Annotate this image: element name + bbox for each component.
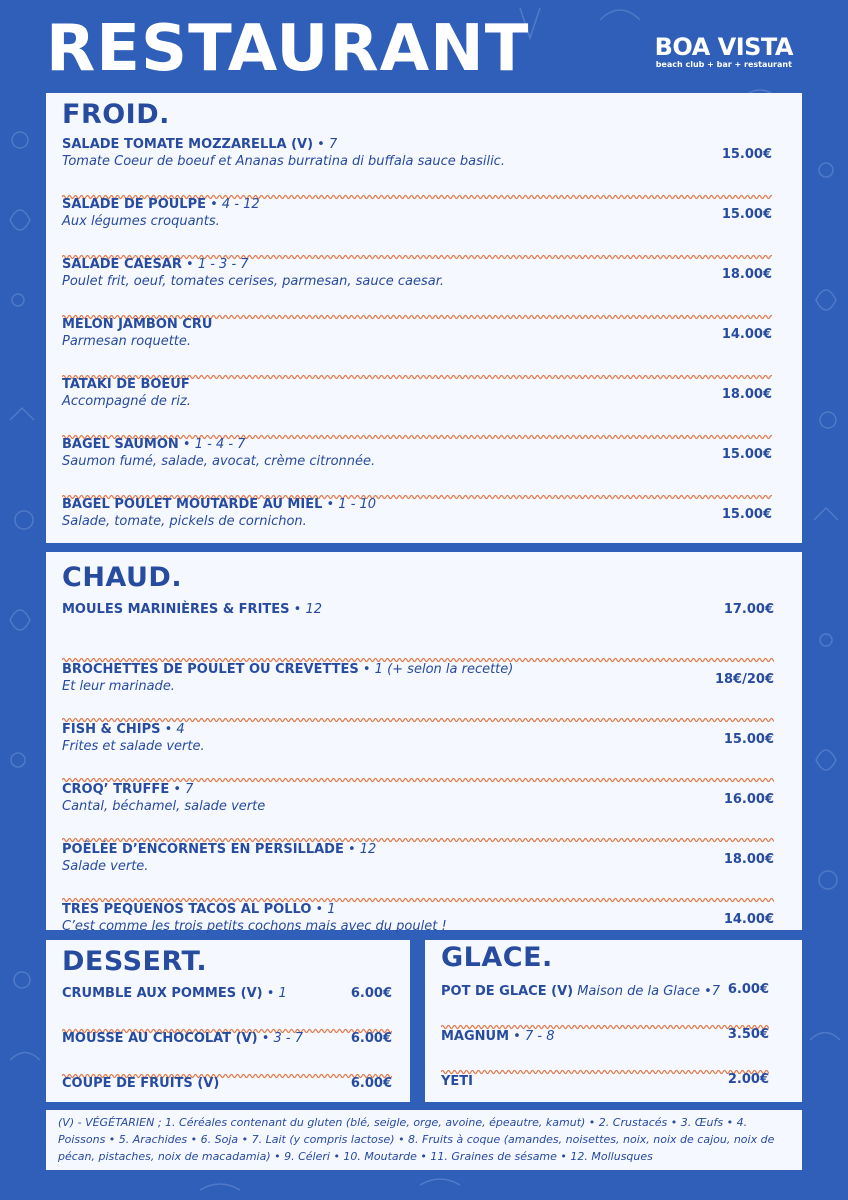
menu-item-title: YETI [441,1074,473,1089]
menu-item-title: TATAKI DE BOEUF [62,377,190,392]
menu-item-title: TRES PEQUENOS TACOS AL POLLO [62,902,312,917]
menu-item-name [62,986,287,1001]
menu-item-price: 18.00€ [723,852,774,867]
menu-item-price: 18€/20€ [714,672,774,687]
section-title-froid: FROID. [62,99,170,130]
wavy-separator [62,1019,392,1025]
menu-item-allergens: • 12 [289,602,323,617]
menu-item [441,1027,769,1072]
menu-item-name [62,722,185,737]
wavy-separator [62,425,772,431]
menu-item-price: 6.00€ [350,1076,392,1091]
menu-item-name [62,317,212,332]
footnote-line-3: pécan, pistaches, noix de macadamia) • 9. Céleri • 10. Moutarde • 11. Graines de sésame • 12. Mollusques [58,1150,653,1163]
wavy-separator [62,1064,392,1070]
menu-item-title: FISH & CHIPS [62,722,161,737]
menu-item-description: Aux légumes croquants. [62,214,220,229]
menu-item-price: 2.00€ [727,1072,769,1087]
menu-item-title: MOULES MARINIÈRES & FRITES [62,602,290,617]
menu-item-price: 15.00€ [721,147,772,162]
menu-item-price: 6.00€ [727,982,769,997]
menu-item [62,437,772,497]
menu-item-allergens: • 7 [169,782,194,797]
froid-panel [46,93,802,543]
menu-item-name [62,197,260,212]
menu-item-description: C’est comme les trois petits cochons mais avec du poulet ! [62,919,447,934]
menu-item-price: 18.00€ [721,267,772,282]
section-title-chaud: CHAUD. [62,562,183,593]
wavy-separator [62,648,774,654]
menu-item-name [62,257,249,272]
menu-item-price: 14.00€ [723,912,774,927]
menu-item-description: Parmesan roquette. [62,334,192,349]
wavy-separator [62,185,772,191]
menu-item [62,600,774,660]
menu-item-title: POT DE GLACE (V) [441,984,574,999]
menu-item-price: 3.50€ [727,1027,769,1042]
menu-item-title: MELON JAMBON CRU [62,317,213,332]
menu-item-price: 15.00€ [721,207,772,222]
menu-item [441,982,769,1027]
menu-item-allergens: • 4 [160,722,185,737]
dessert-panel [46,940,410,1102]
menu-item-name [62,1076,219,1091]
menu-item [62,257,772,317]
menu-item [62,780,774,840]
menu-item-price: 15.00€ [721,507,772,522]
brand-tagline: beach club + bar + restaurant [655,60,792,69]
menu-item-description: Poulet frit, oeuf, tomates cerises, parmesan, sauce caesar. [62,274,445,289]
menu-item-price: 18.00€ [721,387,772,402]
menu-item-allergens: • 1 [311,902,336,917]
menu-item-name [62,437,245,452]
menu-item-title: CRUMBLE AUX POMMES (V) [62,986,263,1001]
menu-item-name [62,902,336,917]
menu-item-allergens: • 7 - 8 [509,1029,555,1044]
menu-item-description: Et leur marinade. [62,679,175,694]
menu-item-title: BROCHETTES DE POULET OU CREVETTES [62,662,359,677]
footnote-line-1: (V) - VÉGÉTARIEN ; 1. Céréales contenant du gluten (blé, seigle, orge, avoine, épeautre, kamut) • 2. Crustacés • 3. Œufs • 4. [58,1116,748,1129]
menu-item [62,377,772,437]
wavy-separator [441,1060,769,1066]
menu-item-price: 6.00€ [350,1031,392,1046]
menu-item-allergens: • 12 [343,842,377,857]
glace-panel [425,940,802,1102]
menu-item-title: SALADE TOMATE MOZZARELLA (V) [62,137,314,152]
allergen-footnote [46,1110,802,1170]
menu-item [62,1031,392,1076]
menu-item-price: 15.00€ [721,447,772,462]
wavy-separator [62,305,772,311]
menu-item-title: CROQ’ TRUFFE [62,782,170,797]
section-title-glace: GLACE. [441,942,553,973]
menu-item-description: Salade verte. [62,859,149,874]
menu-item-allergens: Maison de la Glace •7 [573,984,721,999]
menu-item-name [62,842,376,857]
menu-item-name [62,497,376,512]
menu-item-allergens: • 1 - 3 - 7 [181,257,249,272]
menu-item-title: BAGEL POULET MOUTARDE AU MIEL [62,497,323,512]
menu-item [62,840,774,900]
page-title: RESTAURANT [46,12,530,86]
menu-item-name [62,602,322,617]
menu-item-price: 17.00€ [723,602,774,617]
menu-item [62,660,774,720]
menu-item [62,720,774,780]
menu-item-name [441,984,720,999]
menu-item [62,986,392,1031]
menu-item-price: 6.00€ [350,986,392,1001]
menu-item-description: Frites et salade verte. [62,739,205,754]
menu-item-name [62,377,190,392]
menu-item-title: BAGEL SAUMON [62,437,179,452]
brand-name: BOA VISTA [654,33,793,61]
footnote-line-2: Poissons • 5. Arachides • 6. Soja • 7. Lait (y compris lactose) • 8. Fruits à coque (amandes, noisettes, noix, noix de cajou, noix de [58,1133,775,1146]
wavy-separator [62,365,772,371]
menu-item-description: Saumon fumé, salade, avocat, crème citronnée. [62,454,376,469]
menu-item [62,317,772,377]
chaud-panel [46,552,802,934]
wavy-separator [62,888,774,894]
menu-item-price: 16.00€ [723,792,774,807]
menu-item-name [62,1031,303,1046]
wavy-separator [441,1015,769,1021]
menu-item-title: SALADE CAESAR [62,257,182,272]
wavy-separator [62,708,774,714]
wavy-separator [62,768,774,774]
menu-item [62,137,772,197]
menu-item-allergens: • 4 - 12 [206,197,260,212]
menu-item-price: 15.00€ [723,732,774,747]
menu-item-allergens: • 7 [313,137,338,152]
menu-item-allergens: • 1 [262,986,287,1001]
menu-item-name [62,662,513,677]
menu-item-title: MAGNUM [441,1029,510,1044]
menu-item-description: Tomate Coeur de boeuf et Ananas burratina di buffala sauce basilic. [62,154,505,169]
menu-item-title: MOUSSE AU CHOCOLAT (V) [62,1031,258,1046]
menu-item-name [441,1074,473,1089]
section-title-dessert: DESSERT. [62,946,208,977]
menu-item-description: Salade, tomate, pickels de cornichon. [62,514,307,529]
menu-item-title: SALADE DE POULPE [62,197,206,212]
menu-item-allergens: • 3 - 7 [257,1031,304,1046]
menu-item-description: Accompagné de riz. [62,394,191,409]
menu-item [62,197,772,257]
menu-item-allergens: • 1 - 10 [322,497,377,512]
wavy-separator [62,245,772,251]
menu-item-allergens: • 1 (+ selon la recette) [358,662,514,677]
menu-item-name [62,137,337,152]
menu-item-name [62,782,193,797]
wavy-separator [62,828,774,834]
menu-item [62,497,772,557]
menu-item-title: COUPE DE FRUITS (V) [62,1076,220,1091]
menu-item-allergens: • 1 - 4 - 7 [178,437,246,452]
menu-item-description: Cantal, béchamel, salade verte [62,799,266,814]
brand-logo [655,34,793,70]
menu-item-name [441,1029,554,1044]
wavy-separator [62,485,772,491]
menu-item-price: 14.00€ [721,327,772,342]
menu-item-title: POÊLÉE D’ENCORNETS EN PERSILLADE [62,842,344,857]
